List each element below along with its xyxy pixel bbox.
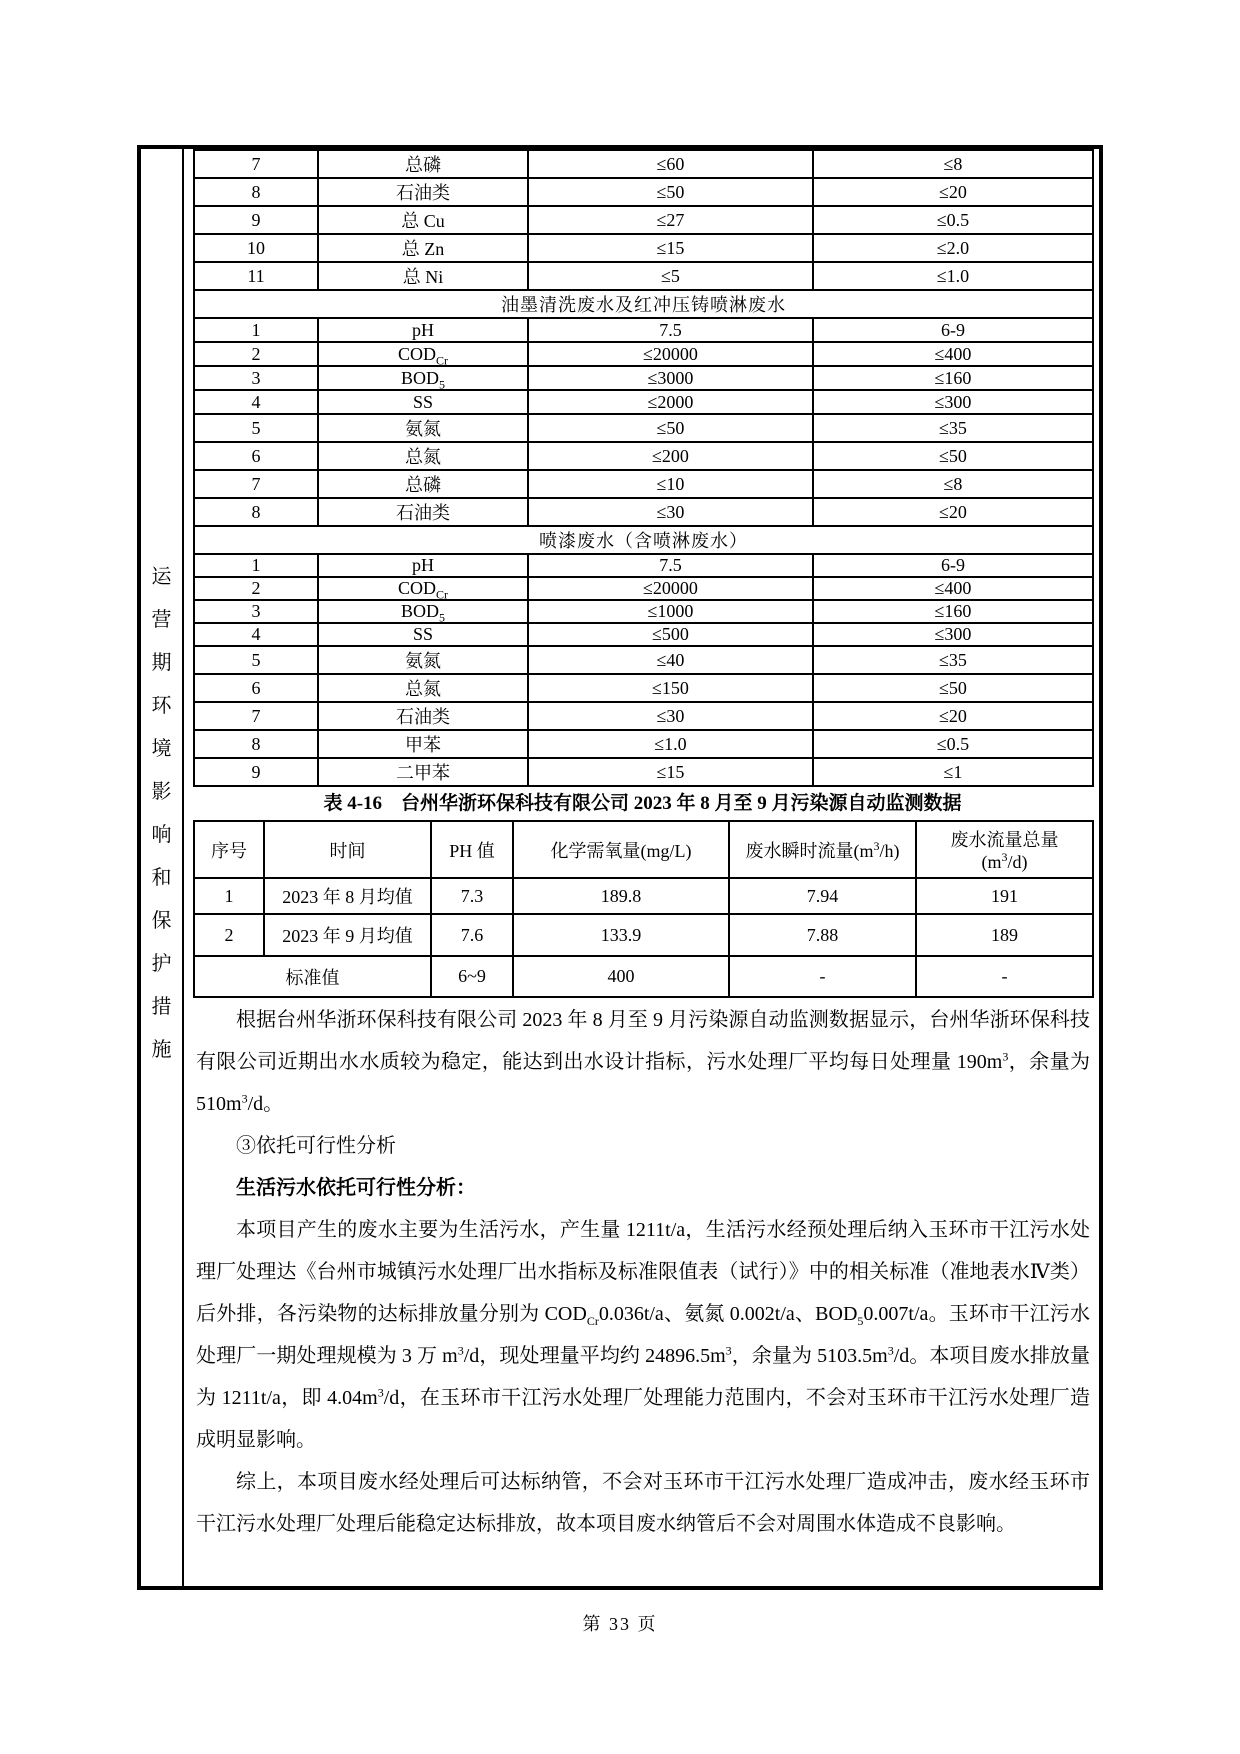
table-cell: ≤27: [528, 206, 813, 234]
sidebar-char: 护: [151, 953, 172, 975]
header-cell: 废水流量总量 $(m^3/d)$: [916, 821, 1093, 878]
table-cell: ≤50: [528, 178, 813, 206]
table-cell: ≤35: [813, 646, 1093, 674]
table-row: [194, 442, 1093, 470]
table-cell: 5: [194, 414, 318, 442]
table-cell: 氨氮: [318, 414, 528, 442]
page-frame: [137, 145, 1103, 1590]
table-cell: 7.5: [528, 318, 813, 342]
table-cell: 9: [194, 206, 318, 234]
table-cell: 7.94: [729, 878, 916, 914]
header-cell: 序号: [194, 821, 264, 878]
table-cell: 2: [194, 577, 318, 600]
table-cell: 8: [194, 498, 318, 526]
table-cell: $BOD_5$: [318, 600, 528, 623]
header-cell: PH 值: [431, 821, 513, 878]
table-cell: 191: [916, 878, 1093, 914]
table-cell: 7.5: [528, 554, 813, 577]
table-cell: ≤15: [528, 758, 813, 786]
table-cell: 总磷: [318, 150, 528, 178]
section-header-row: [194, 526, 1093, 554]
table-cell: ≤2.0: [813, 234, 1093, 262]
table-cell: ≤20: [813, 498, 1093, 526]
table-cell: 7: [194, 470, 318, 498]
table-cell: ≤300: [813, 623, 1093, 646]
table-cell: 3: [194, 366, 318, 390]
table-cell: 133.9: [513, 914, 729, 956]
paragraph-reliance-heading: ③依托可行性分析: [236, 1135, 396, 1157]
table-cell: ≤0.5: [813, 206, 1093, 234]
monitoring-table-caption: 表 4-16 台州华浙环保科技有限公司 2023 年 8 月至 9 月污染源自动监测数据: [323, 793, 962, 814]
table-cell: 189.8: [513, 878, 729, 914]
table-cell: 11: [194, 262, 318, 290]
standard-label-cell: 标准值: [194, 956, 431, 997]
table-cell: ≤30: [528, 702, 813, 730]
table-cell: 6~9: [431, 956, 513, 997]
sidebar-char: 措: [151, 996, 172, 1018]
table-cell: 6-9: [813, 554, 1093, 577]
section-title: 喷漆废水（含喷淋废水）: [194, 526, 1093, 554]
table-cell: pH: [318, 318, 528, 342]
sidebar-vertical-label: [141, 567, 182, 1060]
sidebar-char: 施: [151, 1039, 172, 1061]
table-cell: 8: [194, 178, 318, 206]
table-cell: ≤160: [813, 366, 1093, 390]
sidebar-char: 运: [151, 566, 172, 588]
table-cell: ≤60: [528, 150, 813, 178]
standard-value-row: [194, 956, 1093, 997]
table-row: [194, 702, 1093, 730]
table-cell: 总 Zn: [318, 234, 528, 262]
table-cell: 5: [194, 646, 318, 674]
table-cell: ≤1: [813, 758, 1093, 786]
content-area: [186, 149, 1099, 1586]
page-number: 第 33 页: [582, 1614, 658, 1634]
table-cell: SS: [318, 623, 528, 646]
table-cell: 2023 年 9 月均值: [264, 914, 431, 956]
section-header-row: [194, 290, 1093, 318]
section-title: 油墨清洗废水及红冲压铸喷淋废水: [194, 290, 1093, 318]
table-cell: $COD_{Cr}$: [318, 342, 528, 366]
table-row: [194, 554, 1093, 577]
paragraph-monitoring-summary: 根据台州华浙环保科技有限公司 2023 年 8 月至 9 月污染源自动监测数据显示，台州华浙环保科技有限公司近期出水水质较为稳定，能达到出水设计指标，污水处理厂平均每日处理量 $190m^3$，余量为 $510m^3/d$。: [196, 1009, 1091, 1115]
table-row: [194, 390, 1093, 414]
table-cell: ≤150: [528, 674, 813, 702]
table-cell: 9: [194, 758, 318, 786]
table-row: [194, 498, 1093, 526]
table-row: [194, 206, 1093, 234]
table-cell: ≤50: [528, 414, 813, 442]
table-cell: ≤5: [528, 262, 813, 290]
header-cell: 时间: [264, 821, 431, 878]
table-row: [194, 878, 1093, 914]
table-cell: ≤40: [528, 646, 813, 674]
table-cell: ≤20000: [528, 577, 813, 600]
table-cell: 189: [916, 914, 1093, 956]
table-cell: -: [916, 956, 1093, 997]
table-row: [194, 470, 1093, 498]
table-row: [194, 758, 1093, 786]
table-cell: 总磷: [318, 470, 528, 498]
table-row: [194, 150, 1093, 178]
table-cell: ≤500: [528, 623, 813, 646]
table-cell: 1: [194, 318, 318, 342]
table-row: [194, 674, 1093, 702]
table-cell: 石油类: [318, 498, 528, 526]
table-cell: 400: [513, 956, 729, 997]
sidebar-char: 和: [151, 867, 172, 889]
table-cell: 总氮: [318, 442, 528, 470]
table-cell: 1: [194, 878, 264, 914]
monitoring-table: [193, 820, 1094, 998]
table-row: [194, 646, 1093, 674]
table-cell: 7: [194, 702, 318, 730]
table-cell: ≤20: [813, 702, 1093, 730]
table-cell: ≤300: [813, 390, 1093, 414]
table-cell: 甲苯: [318, 730, 528, 758]
table-cell: 7.88: [729, 914, 916, 956]
paragraph-domestic-heading: 生活污水依托可行性分析：: [236, 1177, 476, 1199]
table-cell: ≤8: [813, 470, 1093, 498]
table-cell: ≤30: [528, 498, 813, 526]
table-row: [194, 178, 1093, 206]
table-cell: 2: [194, 914, 264, 956]
table-cell: SS: [318, 390, 528, 414]
pollutant-limits-table: [193, 149, 1094, 787]
table-row: [194, 600, 1093, 623]
table-cell: ≤400: [813, 577, 1093, 600]
table-cell: ≤1.0: [528, 730, 813, 758]
table-cell: 石油类: [318, 178, 528, 206]
table-row: [194, 577, 1093, 600]
paragraph-domestic-analysis: 本项目产生的废水主要为生活污水，产生量 1211t/a，生活污水经预处理后纳入玉环市干江污水处理厂处理达《台州市城镇污水处理厂出水指标及标准限值表（试行）》中的相关标准（准地表水Ⅳ类）后外排，各污染物的达标排放量分别为 $COD_{Cr}0.036t/a$、氨氮 0.002t/a、$BOD_50.007t/a$。玉环市干江污水处理厂一期处理规模为 3 万 $m^3/d$，现处理量平均约 $24896.5m^3$，余量为 $5103.5m^3/d$。本项目废水排放量为 1211t/a，即 $4.04m^3/d$，在玉环市干江污水处理厂处理能力范围内，不会对玉环市干江污水处理厂造成明显影响。: [196, 1219, 1090, 1451]
table-cell: ≤50: [813, 442, 1093, 470]
table-row: [194, 730, 1093, 758]
table-row: [194, 342, 1093, 366]
sidebar-char: 境: [151, 738, 172, 760]
table-cell: ≤20000: [528, 342, 813, 366]
table-cell: 7.3: [431, 878, 513, 914]
table-cell: ≤2000: [528, 390, 813, 414]
table-cell: 3: [194, 600, 318, 623]
table-cell: ≤200: [528, 442, 813, 470]
table-cell: 总 Cu: [318, 206, 528, 234]
table-cell: ≤20: [813, 178, 1093, 206]
table-cell: ≤0.5: [813, 730, 1093, 758]
table-cell: ≤15: [528, 234, 813, 262]
table-cell: ≤50: [813, 674, 1093, 702]
table-cell: ≤1000: [528, 600, 813, 623]
table-cell: 8: [194, 730, 318, 758]
table-row: [194, 234, 1093, 262]
table-cell: ≤8: [813, 150, 1093, 178]
sidebar-char: 营: [151, 609, 172, 631]
table-cell: 1: [194, 554, 318, 577]
paragraph-conclusion: 综上，本项目废水经处理后可达标纳管，不会对玉环市干江污水处理厂造成冲击，废水经玉环市干江污水处理厂处理后能稳定达标排放，故本项目废水纳管后不会对周围水体造成不良影响。: [196, 1471, 1090, 1535]
table-cell: $COD_{Cr}$: [318, 577, 528, 600]
table-cell: 总氮: [318, 674, 528, 702]
sidebar-char: 环: [151, 695, 172, 717]
table-cell: 2: [194, 342, 318, 366]
table-cell: ≤35: [813, 414, 1093, 442]
table-row: [194, 262, 1093, 290]
table-cell: 7: [194, 150, 318, 178]
table-cell: ≤400: [813, 342, 1093, 366]
table-cell: -: [729, 956, 916, 997]
table-row: [194, 366, 1093, 390]
sidebar-char: 期: [151, 652, 172, 674]
table-cell: 6: [194, 442, 318, 470]
header-cell: 废水瞬时流量$(m^3/h)$: [729, 821, 916, 878]
sidebar-char: 影: [151, 781, 172, 803]
table-cell: 6-9: [813, 318, 1093, 342]
sidebar-char: 保: [151, 910, 172, 932]
table-row: [194, 623, 1093, 646]
table-cell: 石油类: [318, 702, 528, 730]
table-cell: pH: [318, 554, 528, 577]
monitoring-header-row: [194, 821, 1093, 878]
table-cell: 10: [194, 234, 318, 262]
sidebar: [141, 149, 184, 1586]
header-cell: 化学需氧量(mg/L): [513, 821, 729, 878]
table-cell: $BOD_5$: [318, 366, 528, 390]
table-cell: 4: [194, 390, 318, 414]
table-cell: ≤1.0: [813, 262, 1093, 290]
table-cell: 2023 年 8 月均值: [264, 878, 431, 914]
table-cell: ≤3000: [528, 366, 813, 390]
sidebar-char: 响: [151, 824, 172, 846]
table-cell: 总 Ni: [318, 262, 528, 290]
table-cell: ≤160: [813, 600, 1093, 623]
table-cell: 4: [194, 623, 318, 646]
table-cell: ≤10: [528, 470, 813, 498]
table-cell: 6: [194, 674, 318, 702]
table-cell: 氨氮: [318, 646, 528, 674]
table-row: [194, 914, 1093, 956]
table-cell: 二甲苯: [318, 758, 528, 786]
table-row: [194, 318, 1093, 342]
table-cell: 7.6: [431, 914, 513, 956]
table-row: [194, 414, 1093, 442]
